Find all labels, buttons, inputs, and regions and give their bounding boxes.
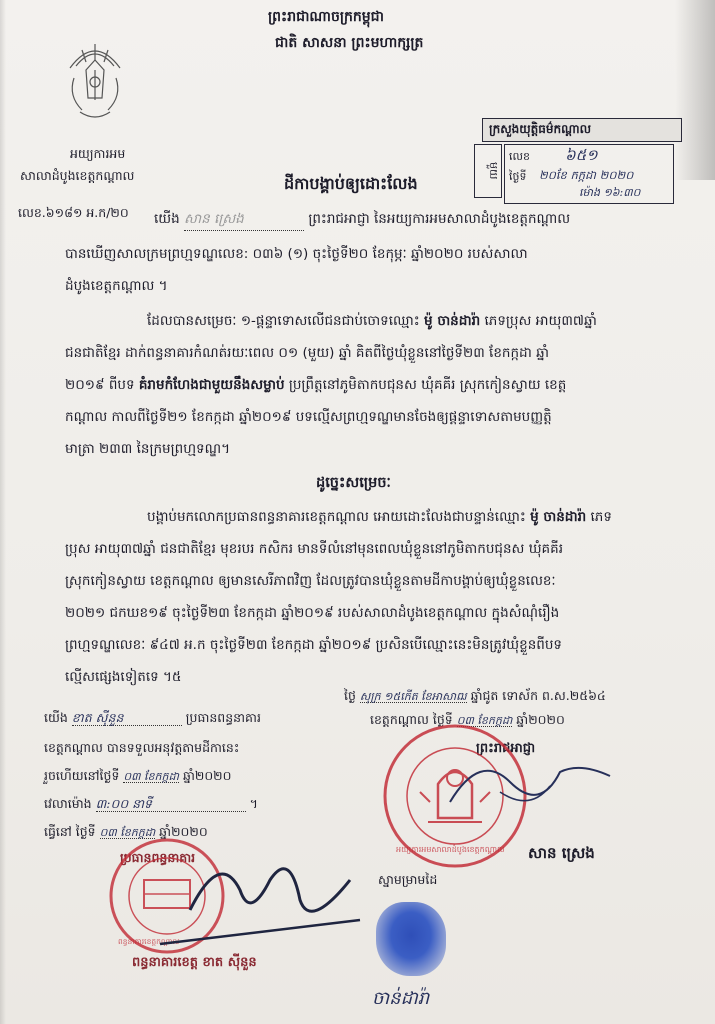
prison-stamp-text: ពន្ធនាគារខេត្តកណ្តាល — [118, 937, 180, 946]
line4-suffix: ភេទប្រុស អាយុ៣៧ឆ្នាំ — [484, 313, 597, 329]
registry-no-value: ៦៥១ — [565, 146, 598, 164]
offense-name: គំរាមកំហែងជាមួយនឹងសម្លាប់ — [138, 377, 285, 393]
court-name: សាលាដំបូងខេត្តកណ្តាល — [20, 168, 135, 183]
line4-prefix: ដែលបានសម្រេចៈ ១-ផ្តន្ទាទោសលើជនជាប់ចោទឈ្មោះ — [147, 313, 420, 329]
d1-suffix: ភេទ — [590, 509, 612, 525]
receipt-r1-prefix: យើង — [44, 710, 68, 725]
ministry-name: អយ្យការអម — [70, 146, 126, 161]
prosecutor-signature-icon — [440, 742, 620, 822]
decision-line-1 — [147, 508, 612, 528]
receipt-line-4 — [44, 798, 258, 812]
body-line-6 — [65, 376, 566, 396]
receipt-r4-suffix: ។ — [249, 796, 258, 811]
lunar-date-handwritten: សុក្រ ១៥កើត ខែអាសាឍ — [359, 690, 467, 703]
released-person-signature: ចាន់ដារ៉ា — [372, 988, 430, 1009]
receipt-r3-handwritten: ០៣ ខែកក្កដា — [123, 770, 179, 783]
receipt-line-1 — [44, 712, 261, 726]
paper-shadow — [0, 0, 6, 1024]
decision-line-3: ស្រុកកៀនស្វាយ ខេត្តកណ្តាល ឲ្យមានសេរីភាពវិញ ដែលត្រូវបានឃុំខ្លួនតាមដីកាបង្គាប់ឲ្យឃុំខ្លួនលេខៈ — [65, 573, 556, 589]
thumbprint-label: ស្នាមម្រាមដៃ — [378, 872, 438, 887]
lunar-date-suffix: ឆ្នាំជូត ទោស័ក ព.ស.២៥៦៤ — [470, 688, 606, 703]
registry-side-label: មួយ — [474, 144, 502, 198]
body-line-7: កណ្តាល កាលពីថ្ងៃទី២១ ខែកក្កដា ឆ្នាំ២០១៩ បទល្មើសព្រហ្មទណ្ឌមានចែងឲ្យផ្តន្ទាទោសតាមបញ្ញត្តិ — [65, 409, 552, 425]
prosecutor-role: ព្រះរាជអាជ្ញា — [476, 741, 536, 756]
lunar-date-prefix: ថ្ងៃ — [344, 688, 356, 703]
receipt-line-2: ខេត្តកណ្តាល បានទទួលអនុវត្តតាមដីកានេះ — [44, 740, 240, 755]
prosecutor-signer-name: សាន ស្រេង — [528, 844, 595, 862]
registry-time-value: ម៉ោង ១៦:៣០ — [579, 186, 641, 199]
prosecutor-stamp-text: អយ្យការអមសាលាដំបូងខេត្តកណ្តាល — [396, 845, 505, 854]
registry-no-label: លេខ — [509, 150, 530, 163]
registry-title: ក្រសួងយុត្តិធម៌កណ្តាល — [482, 118, 682, 142]
prosecutor-name: សាន ស្រេង — [184, 210, 304, 231]
national-motto: ជាតិ សាសនា ព្រះមហាក្សត្រ — [275, 35, 424, 51]
receipt-time-handwritten: ៣:០០ នាទី — [96, 798, 246, 812]
document-title: ដីកាបង្គាប់ឲ្យដោះលែង — [284, 174, 418, 193]
line6-prefix: ២០១៩ ពីបទ — [65, 377, 135, 393]
royal-emblem-icon — [58, 40, 132, 126]
decision-line-4: ២០២១ ជកឃខ១៩ ចុះថ្ងៃទី២៣ ខែកក្កដា ឆ្នាំ២០១៩ របស់សាលាដំបូងខេត្តកណ្តាល ក្នុងសំណុំរឿង — [65, 605, 560, 621]
reference-number: លេខ.៦១៨១ អ.ក/២០ — [18, 205, 129, 220]
solar-date-handwritten: ០៣ ខែកក្កដា — [456, 714, 513, 727]
d1-prefix: បង្គាប់មកលោកប្រធានពន្ធនាគារខេត្តកណ្តាល អោយដោះលែងជាបន្ទាន់ឈ្មោះ — [147, 509, 526, 525]
released-person-name: ម៉ូ ចាន់ដារ៉ា — [530, 509, 587, 525]
receipt-r3-suffix: ឆ្នាំ២០២០ — [182, 768, 232, 783]
receipt-r4-prefix: វេលាម៉ោង — [44, 796, 92, 811]
warden-role: ប្រធានពន្ធនាគារ — [120, 850, 196, 865]
line6-suffix: ប្រព្រឹត្តនៅភូមិតាកបជុនស ឃុំគគីរ ស្រុកកៀនស្វាយ ខេត្ត — [288, 377, 567, 393]
receipt-r5-prefix: ធ្វើនៅ ថ្ងៃទី — [44, 824, 96, 839]
receipt-warden-name-handwritten: ខាត ស៊ីនួន — [72, 712, 182, 726]
decision-line-6: ល្មើសផ្សេងទៀតទេ ។៥ — [65, 669, 182, 685]
line1-suffix: ព្រះរាជអាជ្ញា នៃអយ្យការអមសាលាដំបូងខេត្តកណ្តាល — [308, 211, 571, 227]
body-line-4 — [147, 312, 597, 332]
registry-fields — [504, 144, 674, 204]
receipt-r5-handwritten: ០៣ ខែកក្កដា — [99, 826, 156, 839]
lunar-date-line — [344, 690, 606, 703]
body-line-5: ជនជាតិខ្មែរ ដាក់ពន្ធនាគារកំណត់រយៈពេល ០១ (មួយ) ឆ្នាំ គិតពីថ្ងៃឃុំខ្លួននៅថ្ងៃទី២៣ ខែកក្កដា ឆ្នាំ — [65, 345, 550, 361]
body-line-8: មាត្រា ២៣៣ នៃក្រមព្រហ្មទណ្ឌ។ — [65, 441, 231, 457]
warden-footer-name: ពន្ធនាគារខេត្ត ខាត ស៊ីនួន — [132, 955, 257, 970]
solar-date-suffix: ឆ្នាំ២០២០ — [516, 712, 565, 727]
registry-date-value: ២០ខែ កក្កដា ២០២០ — [539, 168, 634, 182]
decision-line-2: ប្រុស អាយុ៣៧ឆ្នាំ ជនជាតិខ្មែរ មុខរបរ កសិករ មានទីលំនៅមុនពេលឃុំខ្លួននៅភូមិតាកបជុនស ឃុំគគីរ — [65, 541, 563, 557]
decision-heading: ដូច្នេះសម្រេចៈ — [316, 475, 391, 491]
thumbprint-icon — [376, 902, 446, 976]
registry-date-label: ថ្ងៃទី — [509, 170, 527, 183]
decision-line-5: ព្រហ្មទណ្ឌលេខៈ ៩៤៧ អ.ក ចុះថ្ងៃទី២៣ ខែកក្កដា ឆ្នាំ២០១៩ ប្រសិនបើឈ្មោះនេះមិនត្រូវឃុំខ្លួនពីបទ — [65, 637, 562, 653]
accused-name: ម៉ូ ចាន់ដារ៉ា — [424, 313, 481, 329]
body-line-2: បានឃើញសាលក្រមព្រហ្មទណ្ឌលេខ: ០៣៦ (១) ចុះថ្ងៃទី២០ ខែកុម្ភៈ ឆ្នាំ២០២០ របស់សាលា — [65, 246, 528, 262]
receipt-r3-prefix: រួចហើយនៅថ្ងៃទី — [44, 768, 120, 783]
line1-prefix: យើង — [154, 211, 180, 227]
registry-box — [474, 118, 682, 204]
body-line-1 — [154, 210, 570, 231]
receipt-line-3 — [44, 770, 232, 783]
receipt-r5-suffix: ឆ្នាំ២០២០ — [159, 824, 208, 839]
body-line-3: ដំបូងខេត្តកណ្តាល ។ — [65, 278, 168, 294]
solar-date-prefix: ខេត្តកណ្តាល ថ្ងៃទី — [370, 712, 453, 727]
kingdom-title: ព្រះរាជាណាចក្រកម្ពុជា — [268, 9, 385, 25]
receipt-r1-suffix: ប្រធានពន្ធនាគារ — [185, 710, 261, 725]
warden-signature-icon — [150, 840, 370, 950]
